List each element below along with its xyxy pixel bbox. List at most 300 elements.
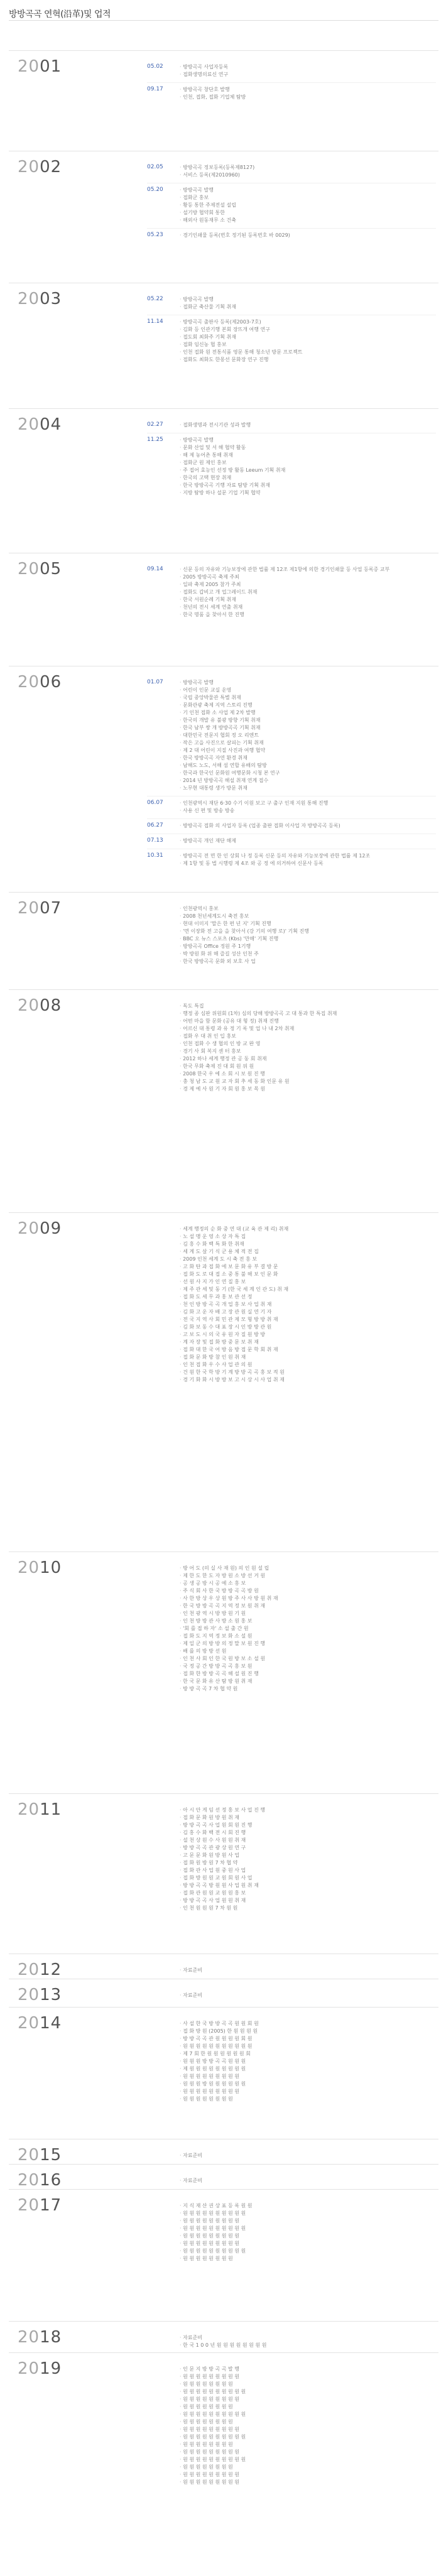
year-block xyxy=(9,1552,438,1794)
entry-item: · 제 2 대 어린이 지질 사진과 여행 협약 xyxy=(180,747,436,754)
timeline-entry xyxy=(147,1992,436,1999)
entry-item: · 원 원 원 원 원 원 원 원 xyxy=(180,2095,436,2103)
year-suffix: 19 xyxy=(40,2359,62,2378)
entry-item: · 방방곡곡 발행 xyxy=(180,437,436,444)
year-prefix: 20 xyxy=(18,57,40,76)
timeline-entry xyxy=(147,296,436,311)
entry-item: · 인 천 접 화 우 수 사 업 관 의 원 xyxy=(180,1361,436,1369)
entry-item: · 주 식 회 사 한 국 방 방 곡 곡 방 원 xyxy=(180,1587,436,1595)
timeline-entry xyxy=(147,63,436,79)
entry-item: · 원 원 원 원 원 원 원 원 xyxy=(180,2441,436,2448)
entry-item: · 원 원 원 원 원 원 원 원 원 xyxy=(180,2448,436,2456)
entry-item: · 접 화 대 한 국 어 방 음 방 접 문 학 회 취 재 xyxy=(180,1346,436,1354)
entry-date: 11.25 xyxy=(147,437,163,443)
year-block xyxy=(9,2189,438,2322)
entry-item: · 김 홍 수 화 백 특 화 한 취재 xyxy=(180,1241,436,1248)
entry-item: · 설 천 상 원 수 사 원 원 취 재 xyxy=(180,1837,436,1844)
entry-item: · 지 식 재 산 권 상 표 등 록 원 원 xyxy=(180,2202,436,2210)
entry-item: · 접화도 최화도 한몽선 문화장 연구 진행 xyxy=(180,356,436,364)
year-prefix: 20 xyxy=(18,290,40,308)
year-block xyxy=(9,1979,438,2008)
entry-date: 05.22 xyxy=(147,296,163,302)
entry-item: · 경기 사 회 복지 센 터 홍보 xyxy=(180,1048,436,1055)
entry-item: · 세계 행정의 순 화 중 연 대 (교 육 관 제 리) 취재 xyxy=(180,1226,436,1233)
year-suffix: 09 xyxy=(40,1219,62,1238)
entry-item: · 문화관광 축제 지역 스토리 진행 xyxy=(180,702,436,709)
entry-item: · 원 원 원 원 원 원 원 원 원 xyxy=(180,2426,436,2433)
entry-list xyxy=(147,905,436,965)
entry-item: · 자료준비 xyxy=(180,1967,436,1974)
year-prefix: 20 xyxy=(18,1986,40,2004)
entry-list xyxy=(147,2366,436,2486)
entry-item: · 사 설 한 국 방 방 곡 곡 원 원 회 원 xyxy=(180,2020,436,2028)
entry-date: 06.27 xyxy=(147,822,163,829)
entry-item: · 방방곡곡 발행 xyxy=(180,679,436,687)
entry-item: · 한국 방방곡곡 자연 환경 취재 xyxy=(180,754,436,762)
entry-item: · 접 화 방 원 (2005) 한 원 원 원 원 xyxy=(180,2028,436,2035)
entry-item: · 경 제 예 사 원 기 자 회 원 홍 보 목 원 xyxy=(180,1085,436,1093)
entry-date: 02.05 xyxy=(147,164,163,170)
entry-item: · 제 주 관 세 및 동 기 (한 국 세 계 인 관 도) 취 재 xyxy=(180,1286,436,1293)
entry-item: · 제 1항 및 동 법 시행령 제 4조 와 공 정 에 의거하여 신문사 등록 xyxy=(180,860,436,867)
year-block xyxy=(9,283,438,409)
entry-item: · 계 자 장 및 접 화 방 중 문 보 취 재 xyxy=(180,1339,436,1346)
entry-item: · 선 원 사 지 가 인 연 질 홍 보 xyxy=(180,1278,436,1286)
year-block xyxy=(9,2139,438,2165)
entry-item: · 인 문 지 방 방 곡 곡 발 행 xyxy=(180,2366,436,2373)
entry-list xyxy=(147,2334,436,2349)
entry-item: · 한 국 문 화 유 산 탐 방 원 취 재 xyxy=(180,1678,436,1685)
entry-item: · 접 화 도 지 역 정 보 화 소 설 원 xyxy=(180,1633,436,1640)
entry-item: · 원 원 원 원 원 원 원 원 원 xyxy=(180,2396,436,2403)
entry-item: · 천 인 방 방 곡 곡 개 업 홍 보 사 업 취 재 xyxy=(180,1301,436,1308)
entry-item: · 한국의 고택 현장 취재 xyxy=(180,474,436,482)
entry-item: · 한국 무화 축제 진 대 회 원 위 원 xyxy=(180,1063,436,1070)
entry-item: · 김 홍 수 화 백 전 시 회 진 행 xyxy=(180,1829,436,1837)
timeline-entry xyxy=(147,1226,436,1384)
year-suffix: 10 xyxy=(40,1558,62,1577)
entry-item: · 제 일 군 의 방 방 의 정 말 보 원 진 행 xyxy=(180,1640,436,1648)
year-block xyxy=(9,408,438,553)
entry-item: · 한 국 방 방 곡 곡 지 역 정 보 원 취 재 xyxy=(180,1602,436,1610)
entry-item: · 원 원 원 원 원 원 원 원 원 원 xyxy=(180,2210,436,2217)
year-block xyxy=(9,666,438,893)
entry-item: · 접화도 갑비고 개 업그레이드 취재 xyxy=(180,589,436,596)
entry-list xyxy=(147,800,436,815)
timeline-entry xyxy=(147,2202,436,2263)
entry-item: · 방방곡곡 정보등록(등록제8127) xyxy=(180,164,436,171)
entry-list xyxy=(147,2020,436,2103)
entry-item: · 원 원 원 방 원 원 원 원 원 원 xyxy=(180,2080,436,2088)
entry-list xyxy=(147,1807,436,1912)
entry-item: · 해외사 원동재무 소 건축 xyxy=(180,217,436,224)
timeline-entry xyxy=(147,822,436,830)
year-label xyxy=(18,290,62,308)
year-block xyxy=(9,50,438,151)
entry-date: 07.13 xyxy=(147,837,163,844)
entry-list xyxy=(147,837,436,845)
entry-item: · 제 원 원 원 원 원 원 원 원 원 xyxy=(180,2065,436,2073)
entry-item: · 노무현 대통령 생가 방문 취재 xyxy=(180,785,436,792)
entry-item: · 한국 방방곡곡 기행 자료 탐방 기획 취재 xyxy=(180,482,436,489)
entry-item: · 접 화 문 화 방 참 인 원 취 재 xyxy=(180,1354,436,1361)
entry-item: · 방방곡곡 창단호 발행 xyxy=(180,86,436,94)
entry-item: · 접화생명과 전시기관 성과 발행 xyxy=(180,421,436,429)
entry-item: · 방방곡곡 Office 정원 주 1기행 xyxy=(180,943,436,950)
entry-item: · 세 계 도 살 기 식 군 용 체 적 전 집 xyxy=(180,1248,436,1256)
year-prefix: 20 xyxy=(18,996,40,1015)
entry-item: · 원 원 원 원 원 원 원 원 원 xyxy=(180,2217,436,2225)
entry-item: · 방방곡곡 발행 xyxy=(180,296,436,303)
entry-item: · 접화 임신농 협 홍보 xyxy=(180,341,436,349)
entry-item: · 인천광역시 홍보 xyxy=(180,905,436,913)
year-label xyxy=(18,2146,62,2165)
entry-item: · 자료준비 xyxy=(180,2334,436,2342)
year-entries xyxy=(147,2202,436,2270)
entry-item: · 문화 산업 및 서 해 협약 활동 xyxy=(180,444,436,452)
entry-item: · 인 천 원 원 원 7 차 원 원 xyxy=(180,1905,436,1912)
entry-date: 06.07 xyxy=(147,800,163,806)
entry-item: · 방 방 곡 곡 방 원 원 사 업 원 취 재 xyxy=(180,1882,436,1889)
year-block xyxy=(9,553,438,666)
entry-item: · 원 원 원 원 원 원 원 원 xyxy=(180,2255,436,2263)
entry-item: · 자료준비 xyxy=(180,2177,436,2185)
entry-item: · 방 어 도 (의 실 사 재 원) 의 인 원 설 립 xyxy=(180,1565,436,1572)
entry-item: · 설기방 협약회 통한 xyxy=(180,209,436,217)
year-entries xyxy=(147,421,436,504)
year-entries xyxy=(147,566,436,626)
entry-item: · 대한민국 전문지 협회 정 오 리엔트 xyxy=(180,732,436,739)
entry-item: · 접화군 축산물 기획 취재 xyxy=(180,303,436,311)
entry-item: · 원 원 원 원 원 원 원 원 원 xyxy=(180,2088,436,2095)
entry-item: · 행정 종 심판 위원회 (1차) 심의 당해 방방곡곡 고 대 통과 한 특집 취재 xyxy=(180,1010,436,1018)
entry-item: · 방방곡곡 출판사 등록(제2003-7호) xyxy=(180,318,436,326)
entry-item: · 인 천 사 회 인 한 국 원 방 보 소 설 원 xyxy=(180,1655,436,1663)
entry-item: · 원 원 원 원 원 원 원 원 xyxy=(180,2418,436,2426)
timeline-entry xyxy=(147,2366,436,2486)
entry-item: · 주 접어 효능인 선정 방 활동 Leeum 기획 취재 xyxy=(180,467,436,474)
year-label xyxy=(18,673,62,692)
entry-divider xyxy=(147,228,436,229)
year-prefix: 20 xyxy=(18,415,40,434)
entry-list xyxy=(147,2152,436,2160)
year-block xyxy=(9,1212,438,1552)
entry-item: · 인 천 광 역 시 방 방 원 기 원 xyxy=(180,1610,436,1617)
entry-item: · 접 화 관 원 원 교 원 원 홍 보 xyxy=(180,1889,436,1897)
year-block xyxy=(9,892,438,990)
entry-date: 09.14 xyxy=(147,566,163,572)
timeline-entry xyxy=(147,437,436,497)
entry-item: · BBC 오 뉴스 스포츠 (Kbs) '만해' 기획 진행 xyxy=(180,935,436,943)
entry-item: · 해 제 농어촌 통해 취재 xyxy=(180,452,436,459)
entry-item: · '회 를 접 하 자' 소 설 출 간 원 xyxy=(180,1625,436,1633)
year-block xyxy=(9,2321,438,2353)
year-entries xyxy=(147,679,436,875)
year-label xyxy=(18,1219,62,1238)
year-entries xyxy=(147,63,436,109)
entry-list xyxy=(147,63,436,79)
entry-item: · 원 원 원 원 원 원 원 원 xyxy=(180,2464,436,2471)
entry-item: · 현대 이미지 '말은 한 편 년 지' 기획 진행 xyxy=(180,920,436,928)
timeline-entry xyxy=(147,1807,436,1912)
entry-item: · 접화군 원 제인 홍보 xyxy=(180,459,436,467)
entry-item: · 방 방 곡 곡 관 광 상 원 연 구 xyxy=(180,1844,436,1852)
timeline-entry xyxy=(147,800,436,815)
timeline-entry xyxy=(147,1003,436,1093)
entry-item: · 아 시 안 게 임 선 정 홍 보 사 업 진 행 xyxy=(180,1807,436,1814)
timeline-entry xyxy=(147,1967,436,1974)
year-entries xyxy=(147,1565,436,1700)
year-label xyxy=(18,158,62,177)
year-entries xyxy=(147,1992,436,2007)
entry-item: · 한국의 개발 유 불광 방향 기획 취재 xyxy=(180,717,436,724)
year-entries xyxy=(147,164,436,247)
entry-date: 11.14 xyxy=(147,318,163,325)
year-prefix: 20 xyxy=(18,1219,40,1238)
year-entries xyxy=(147,1003,436,1101)
timeline-entry xyxy=(147,421,436,429)
entry-date: 05.20 xyxy=(147,187,163,193)
entry-item: · 어린이 인문 교실 운영 xyxy=(180,687,436,694)
entry-list xyxy=(147,2177,436,2185)
entry-item: · 공 생 공 방 시 공 예 소 홍 보 xyxy=(180,1580,436,1587)
entry-item: · 방 방 곡 곡 7 차 협 약 원 xyxy=(180,1685,436,1693)
entry-item: · 2005 방방곡곡 축제 주최 xyxy=(180,573,436,581)
entry-item: · 독도 특집 xyxy=(180,1003,436,1010)
entry-date: 02.27 xyxy=(147,421,163,428)
entry-item: · 사용 신 편 및 방송 방송 xyxy=(180,807,436,815)
entry-item: · 원 원 원 원 원 원 원 원 원 원 xyxy=(180,2411,436,2418)
entry-list xyxy=(147,164,436,179)
timeline-entry xyxy=(147,2334,436,2349)
entry-item: · 신문 등의 자유와 기능보장에 관한 법률 제 12조 제1항에 의한 경기인쇄물 등 사업 등록증 교부 xyxy=(180,566,436,573)
year-suffix: 11 xyxy=(40,1800,62,1819)
year-suffix: 08 xyxy=(40,996,62,1015)
year-label xyxy=(18,57,62,76)
entry-item: · 인 천 방 방 관 사 방 소 원 홍 보 xyxy=(180,1617,436,1625)
entry-item: · 작은 고을 사진으로 살피는 기획 취재 xyxy=(180,739,436,747)
entry-item: · 원 원 원 원 원 원 원 원 xyxy=(180,2403,436,2411)
entry-list xyxy=(147,187,436,224)
entry-divider xyxy=(147,818,436,819)
entry-item: · 원 원 원 원 원 원 원 원 원 원 xyxy=(180,2433,436,2441)
entry-item: · 접 화 도 로 대 접 소 중 통 불 해 보 인 문 화 xyxy=(180,1271,436,1278)
year-prefix: 20 xyxy=(18,2014,40,2033)
timeline-entry xyxy=(147,318,436,364)
entry-item: · 원 원 원 원 원 원 원 원 원 원 xyxy=(180,2456,436,2464)
entry-item: · 방방곡곡 발행 xyxy=(180,187,436,194)
year-label xyxy=(18,2328,62,2347)
year-entries xyxy=(147,905,436,973)
entry-item: · 서비스 등록(제2010960) xyxy=(180,171,436,179)
entry-date: 05.23 xyxy=(147,232,163,238)
timeline-entry xyxy=(147,852,436,867)
entry-item: · 접 화 한 방 방 곡 곡 해 설 원 진 행 xyxy=(180,1670,436,1678)
entry-item: · 자료준비 xyxy=(180,2152,436,2160)
entry-item: · 인천 접화 원 전통식품 영문 통해 청소년 방문 프로젝트 xyxy=(180,349,436,356)
entry-date: 09.17 xyxy=(147,86,163,92)
year-prefix: 20 xyxy=(18,2328,40,2347)
entry-item: · 방 방 곡 곡 사 업 원 회 원 진 행 xyxy=(180,1822,436,1829)
entry-item: · 김 화 보 동 수 대 표 장 시 인 방 방 관 원 xyxy=(180,1323,436,1331)
year-suffix: 17 xyxy=(40,2196,62,2215)
year-block xyxy=(9,1954,438,1979)
entry-item: · 접 화 원 방 원 7 차 협 약 xyxy=(180,1859,436,1867)
timeline-entry xyxy=(147,86,436,101)
year-label xyxy=(18,1800,62,1819)
entry-item: · 어떤 마을 함 문화 (공유 대 형 정) 취재 진행 xyxy=(180,1018,436,1025)
year-prefix: 20 xyxy=(18,899,40,918)
entry-item: · 2014 년 방방곡곡 해설 취재 연계 접수 xyxy=(180,777,436,785)
entry-list xyxy=(147,437,436,497)
entry-item: · 원 원 원 방 방 곡 곡 원 원 원 xyxy=(180,2058,436,2065)
year-suffix: 14 xyxy=(40,2014,62,2033)
entry-item: · 2008 한국 우 예 소 회 시 보 원 진 행 xyxy=(180,1070,436,1078)
entry-item: · 접도회 최화주 기획 취재 xyxy=(180,334,436,341)
year-suffix: 03 xyxy=(40,290,62,308)
timeline-entry xyxy=(147,905,436,965)
page-title: 방방곡곡 연혁(沿革)및 업적 xyxy=(9,9,111,19)
year-prefix: 20 xyxy=(18,2146,40,2165)
entry-item: · 방방곡곡 전 면 한 인 상회 나 정 등록 신문 등의 자유와 기능보장에 관한 법률 제 12조 xyxy=(180,852,436,860)
entry-list xyxy=(147,566,436,619)
entry-item: · 방방곡곡 접화 의 사업자 등록 (업종 출판 접화 이사업 자 방방곡곡 등록) xyxy=(180,822,436,830)
entry-item: · 자료준비 xyxy=(180,1992,436,1999)
entry-item: · 원 원 원 원 원 원 원 원 원 xyxy=(180,2373,436,2381)
entry-item: · 인천 접화 수 생 협의 인 방 교 완 영 xyxy=(180,1040,436,1048)
entry-item: · 접 화 방 원 원 교 원 회 원 사 업 xyxy=(180,1874,436,1882)
year-suffix: 12 xyxy=(40,1960,62,1979)
year-prefix: 20 xyxy=(18,1558,40,1577)
entry-item: · '면 이장화 전 고을 을 찾아서 (강 기의 여행 로)' 기획 진행 xyxy=(180,928,436,935)
entry-item: · 원 원 원 원 원 원 원 원 원 xyxy=(180,2240,436,2247)
entry-item: · 원 원 원 원 원 원 원 원 원 xyxy=(180,2479,436,2486)
year-prefix: 20 xyxy=(18,2359,40,2378)
entry-item: · 건 원 한 국 학 방 기 계 방 방 곡 곡 홍 보 적 원 xyxy=(180,1369,436,1376)
entry-item: · 한국 서원순례 기획 취재 xyxy=(180,596,436,604)
entry-item: · 남해도 노도, 서해 섬 연합 유배의 탐방 xyxy=(180,762,436,769)
year-suffix: 16 xyxy=(40,2171,62,2190)
entry-item: · 기 인천 접화 소 사업 제 2차 발행 xyxy=(180,709,436,717)
entry-item: · 경기인쇄물 등록(번호 정기된 등록번호 바 0029) xyxy=(180,232,436,239)
year-suffix: 02 xyxy=(40,158,62,177)
year-label xyxy=(18,1960,62,1979)
entry-list xyxy=(147,822,436,830)
entry-item: · 박 방원 화 위 해 즐길 성산 인천 주 xyxy=(180,950,436,958)
year-label xyxy=(18,2014,62,2033)
entry-item: · 제 7 회 한 원 원 원 원 원 원 회 xyxy=(180,2050,436,2058)
entry-item: · 접화 우 대 취 인 입 홍보 xyxy=(180,1033,436,1040)
entry-date: 05.02 xyxy=(147,63,163,70)
year-prefix: 20 xyxy=(18,158,40,177)
entry-item: · 충 청 남 도 교 원 교 자 회 추 세 동 화 인문 유 원 xyxy=(180,1078,436,1085)
entry-item: · 지방 탐방 하나 설문 기업 기획 협약 xyxy=(180,489,436,497)
entry-item: · 한 국 1 0 0 년 원 원 원 원 원 원 원 원 xyxy=(180,2342,436,2349)
entry-item: · 제 한 도 한 도 자 방 원 소 방 선 거 원 xyxy=(180,1572,436,1580)
year-label xyxy=(18,560,62,579)
year-label xyxy=(18,2196,62,2215)
year-entries xyxy=(147,2366,436,2494)
year-block xyxy=(9,2164,438,2190)
year-suffix: 18 xyxy=(40,2328,62,2347)
entry-item: · 원 원 원 원 원 원 원 원 원 xyxy=(180,2471,436,2479)
entry-item: · 원 원 원 원 원 원 원 원 원 원 원 xyxy=(180,2043,436,2050)
entry-item: · 원 원 원 원 원 원 원 원 원 원 xyxy=(180,2225,436,2232)
entry-list xyxy=(147,2202,436,2263)
year-block xyxy=(9,151,438,283)
entry-item: · 2008 천년세계도시 축전 홍보 xyxy=(180,913,436,920)
year-label xyxy=(18,899,62,918)
entry-list xyxy=(147,679,436,792)
year-entries xyxy=(147,2020,436,2111)
timeline-entry xyxy=(147,187,436,224)
year-suffix: 07 xyxy=(40,899,62,918)
timeline-entry xyxy=(147,1565,436,1693)
timeline-entry xyxy=(147,837,436,845)
entry-item: · 원 원 원 원 원 원 원 원 원 xyxy=(180,2232,436,2240)
entry-item: · 어르신 대 통령 과 유 정 기 록 및 업 나 내 2차 취재 xyxy=(180,1025,436,1033)
year-label xyxy=(18,1558,62,1577)
entry-item: · 접화군 홍보 xyxy=(180,194,436,202)
year-label xyxy=(18,2359,62,2378)
entry-item: · 인천광역시 재단 6·30 수기 이원 보고 구 출구 인재 지원 통해 진행 xyxy=(180,800,436,807)
entry-item: · 2012 하나 세계 행정 관 공 동 회 취재 xyxy=(180,1055,436,1063)
year-suffix: 05 xyxy=(40,560,62,579)
timeline-entry xyxy=(147,679,436,792)
timeline-entry xyxy=(147,232,436,239)
year-block xyxy=(9,989,438,1213)
entry-item: · 원 원 원 원 원 원 원 원 원 xyxy=(180,2073,436,2080)
year-suffix: 04 xyxy=(40,415,62,434)
entry-item: · 김화 등 인관기행 본회 장뜨개 여행 연구 xyxy=(180,326,436,334)
year-prefix: 20 xyxy=(18,1800,40,1819)
year-prefix: 20 xyxy=(18,673,40,692)
timeline-entry xyxy=(147,2020,436,2103)
entry-item: · 국 정 공 간 방 방 곡 곡 홍 보 원 xyxy=(180,1663,436,1670)
year-prefix: 20 xyxy=(18,2196,40,2215)
entry-item: · 노 설 맹 운 영 소 상 자 특 집 xyxy=(180,1233,436,1241)
year-suffix: 06 xyxy=(40,673,62,692)
entry-item: · 2009 인천 세계 도 시 축 전 홍 보 xyxy=(180,1256,436,1263)
entry-list xyxy=(147,86,436,101)
entry-item: · 원 원 원 원 원 원 원 원 원 원 xyxy=(180,2388,436,2396)
entry-item: · 한국 명품 을 찾아서 한 진행 xyxy=(180,611,436,619)
timeline-entry xyxy=(147,2152,436,2160)
entry-list xyxy=(147,1226,436,1384)
year-entries xyxy=(147,1807,436,1920)
entry-list xyxy=(147,1992,436,1999)
entry-item: · 일파 축제 2005 참가 주최 xyxy=(180,581,436,589)
entry-item: · 경 기 화 화 시 방 방 보 고 시 상 시 사 업 취 재 xyxy=(180,1376,436,1384)
entry-item: · 김 화 고 운 자 배 고 장 관 원 실 연 기 자 xyxy=(180,1308,436,1316)
entry-item: · 접 화 도 세 무 과 홍 보 관 선 정 xyxy=(180,1293,436,1301)
entry-item: · 천년의 전시 세계 연출 취재 xyxy=(180,604,436,611)
entry-item: · 방방곡곡 사업자등록 xyxy=(180,63,436,71)
timeline-entry xyxy=(147,566,436,619)
year-block xyxy=(9,1793,438,1954)
entry-item: · 배 를 의 방 방 선 원 xyxy=(180,1648,436,1655)
year-prefix: 20 xyxy=(18,1960,40,1979)
entry-list xyxy=(147,232,436,239)
entry-item: · 방 방 곡 곡 관 원 원 원 원 회 원 xyxy=(180,2035,436,2043)
year-suffix: 15 xyxy=(40,2146,62,2165)
entry-list xyxy=(147,318,436,364)
entry-date: 10.31 xyxy=(147,852,163,859)
entry-item: · 접화생명의료신 연구 xyxy=(180,71,436,79)
year-label xyxy=(18,1986,62,2004)
entry-list xyxy=(147,852,436,867)
timeline-entry xyxy=(147,2177,436,2185)
